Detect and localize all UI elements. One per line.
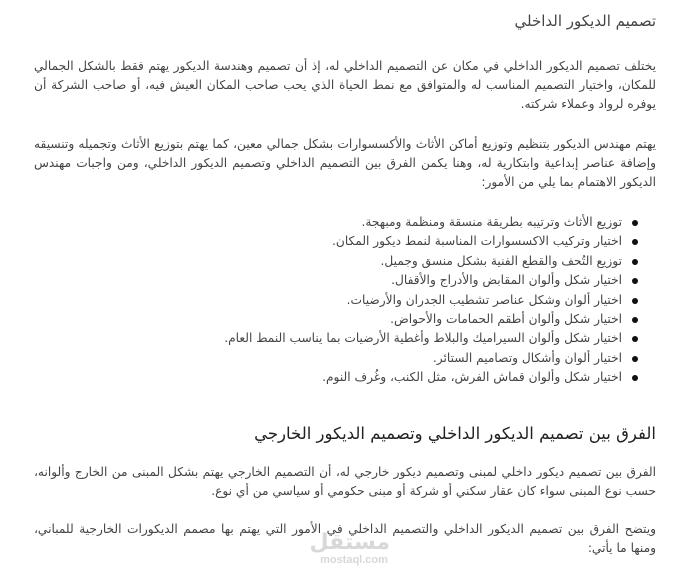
bullet-icon — [632, 298, 638, 304]
list-item: توزيع التُحف والقطع الفنية بشكل منسق وجميل. — [16, 252, 656, 271]
watermark-logo: مستقل — [309, 530, 390, 555]
page-title: تصميم الديكور الداخلي — [514, 12, 656, 30]
intro-paragraph: يختلف تصميم الديكور الداخلي في مكان عن التصميم الداخلي له، إذ أن تصميم وهندسة الديكور يهتم فقط بالشكل الجمالي للمكان، واختيار التصميم المناسب له والمتوافق مع نمط الحياة الذي يحب صاحب المكان العيش فيه، أو صاحب الشركة أن يوفره لرواد وعملاء شركته. — [34, 59, 656, 111]
list-item: اختيار ألوان وأشكال وتصاميم الستائر. — [16, 349, 656, 368]
list-item: اختيار ألوان وشكل عناصر تشطيب الجدران والأرضيات. — [16, 291, 656, 310]
exterior-difference-paragraph: الفرق بين تصميم ديكور داخلي لمبنى وتصميم ديكور خارجي له، أن التصميم الخارجي يهتم بشكل المبنى من الخارج وألوانه، حسب نوع المبنى سواء كان عقار سكني أو شركة أو مبنى حكومي أو سياسي من أي نوع. — [34, 465, 656, 498]
section-heading: الفرق بين تصميم الديكور الداخلي وتصميم الديكور الخارجي — [254, 424, 656, 443]
list-item: اختيار وتركيب الاكسسوارات المناسبة لنمط ديكور المكان. — [16, 232, 656, 251]
list-item: اختيار شكل وألوان المقابض والأدراج والأقفال. — [16, 271, 656, 290]
bullet-icon — [632, 259, 638, 265]
list-item: اختيار شكل وألوان أطقم الحمامات والأحواض. — [16, 310, 656, 329]
bullet-icon — [632, 220, 638, 226]
list-item: توزيع الأثاث وترتيبه بطريقة منسقة ومنظمة ومبهجة. — [16, 213, 656, 232]
bullet-icon — [632, 239, 638, 245]
watermark-text: mostaql.com — [320, 554, 388, 566]
bullet-icon — [632, 375, 638, 381]
bullet-icon — [632, 356, 638, 362]
list-item: اختيار شكل وألوان السيراميك والبلاط وأغطية الأرضيات بما يناسب النمط العام. — [16, 329, 656, 348]
decor-engineer-paragraph: يهتم مهندس الديكور بتنظيم وتوزيع أماكن الأثاث والأكسسوارات بشكل جمالي معين، كما يهتم بتوزيع الأثاث وتجميله وتنسيقه وإضافة عناصر إبداعية وابتكارية له، وهنا يكمن الفرق بين التصميم الداخلي وتصميم الديكور الداخلي، ومن واجبات مهندس الديكور الاهتمام بما يلي من الأمور: — [34, 137, 656, 189]
duties-list — [16, 213, 656, 388]
bullet-icon — [632, 336, 638, 342]
exterior-designer-paragraph: ويتضح الفرق بين تصميم الديكور الداخلي والتصميم الداخلي في الأمور التي يهتم بها مصمم الديكورات الخارجية للمباني، ومنها ما يأتي: — [34, 522, 656, 555]
bullet-icon — [632, 317, 638, 323]
bullet-icon — [632, 278, 638, 284]
list-item: اختيار شكل وألوان قماش الفرش، مثل الكنب، وغُرف النوم. — [16, 368, 656, 387]
